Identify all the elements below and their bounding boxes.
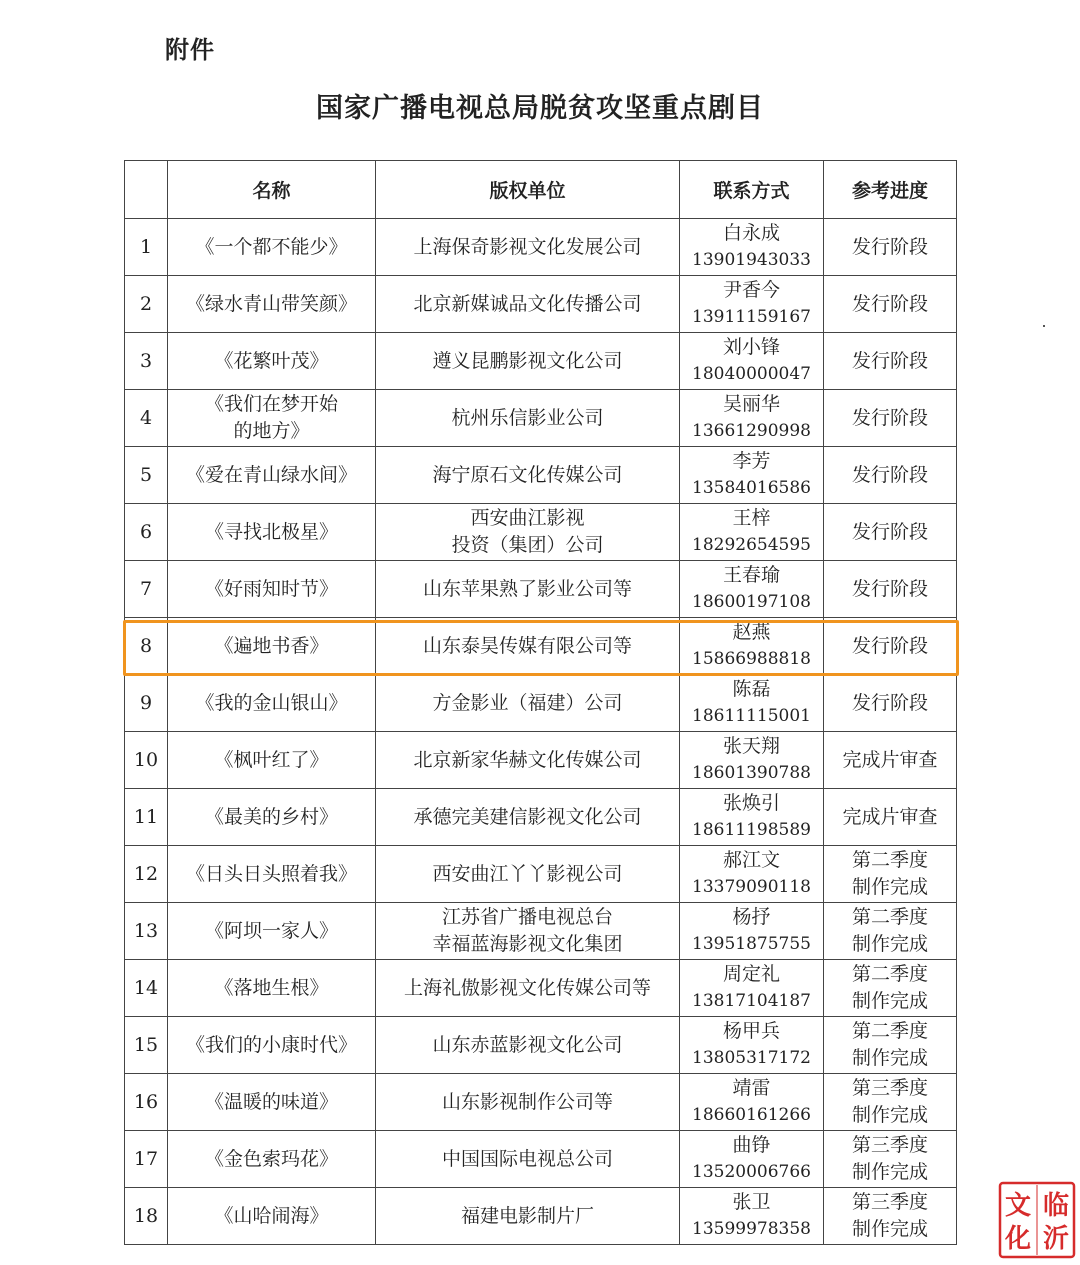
copyright-company: 承德完美建信影视文化公司 xyxy=(413,805,642,828)
company-cell xyxy=(376,1188,680,1245)
contact-cell xyxy=(680,1017,824,1074)
progress-cell xyxy=(824,1131,957,1188)
table-row xyxy=(125,789,957,846)
drama-name: 《我们在梦开始 xyxy=(204,393,338,415)
contact-phone: 18601390788 xyxy=(692,763,811,783)
contact-cell xyxy=(680,903,824,960)
drama-table xyxy=(124,160,957,1245)
contact-cell xyxy=(680,1074,824,1131)
contact-cell xyxy=(680,333,824,390)
progress-status: 第三季度 xyxy=(851,1191,928,1213)
contact-cell xyxy=(680,960,824,1017)
contact-name: 郝江文 xyxy=(722,849,780,871)
table-row xyxy=(125,675,957,732)
drama-name-cell xyxy=(168,1188,376,1245)
contact-name: 白永成 xyxy=(722,222,780,244)
header-progress: 参考进度 xyxy=(824,161,957,219)
copyright-company: 江苏省广播电视总台 xyxy=(441,906,613,928)
drama-name: 《日头日头照着我》 xyxy=(185,862,357,885)
table-row xyxy=(125,618,957,675)
header-name: 名称 xyxy=(168,161,376,219)
progress-cell xyxy=(824,960,957,1017)
progress-cell xyxy=(824,846,957,903)
contact-phone: 15866988818 xyxy=(692,649,811,669)
contact-phone: 18611198589 xyxy=(692,820,811,840)
company-cell xyxy=(376,789,680,846)
table-row xyxy=(125,960,957,1017)
copyright-company: 北京新家华赫文化传媒公司 xyxy=(413,748,642,771)
progress-cell xyxy=(824,732,957,789)
drama-name: 《寻找北极星》 xyxy=(204,520,338,543)
contact-name: 张焕引 xyxy=(722,792,780,814)
seal-char-3: 临 xyxy=(1042,1191,1070,1221)
contact-phone: 13584016586 xyxy=(692,478,811,498)
progress-status: 第三季度 xyxy=(851,1134,928,1156)
drama-name: 的地方》 xyxy=(233,420,310,442)
contact-name: 靖雷 xyxy=(732,1077,771,1099)
table-row xyxy=(125,1017,957,1074)
drama-name: 《一个都不能少》 xyxy=(195,235,348,258)
progress-status: 发行阶段 xyxy=(851,463,928,486)
drama-name-cell xyxy=(168,561,376,618)
progress-status: 第二季度 xyxy=(851,963,928,985)
contact-name: 赵燕 xyxy=(732,621,771,643)
contact-cell xyxy=(680,561,824,618)
contact-phone: 13911159167 xyxy=(692,307,811,327)
progress-cell xyxy=(824,504,957,561)
table-row xyxy=(125,276,957,333)
progress-status: 发行阶段 xyxy=(851,634,928,657)
progress-cell xyxy=(824,333,957,390)
drama-name-cell xyxy=(168,390,376,447)
copyright-company: 中国国际电视总公司 xyxy=(441,1147,613,1170)
progress-cell xyxy=(824,1017,957,1074)
contact-phone: 13379090118 xyxy=(692,877,811,897)
contact-phone: 13520006766 xyxy=(692,1162,811,1182)
contact-cell xyxy=(680,618,824,675)
header-contact: 联系方式 xyxy=(680,161,824,219)
table-row xyxy=(125,903,957,960)
progress-status: 制作完成 xyxy=(851,933,928,955)
contact-cell xyxy=(680,1131,824,1188)
company-cell xyxy=(376,219,680,276)
progress-status: 完成片审查 xyxy=(842,805,938,828)
progress-cell xyxy=(824,789,957,846)
contact-phone: 13661290998 xyxy=(692,421,811,441)
row-index: 11 xyxy=(125,789,168,846)
progress-cell xyxy=(824,903,957,960)
copyright-company: 北京新媒诚品文化传播公司 xyxy=(413,292,642,315)
drama-name: 《山哈闹海》 xyxy=(214,1204,329,1227)
row-index: 17 xyxy=(125,1131,168,1188)
company-cell xyxy=(376,276,680,333)
table-body xyxy=(125,219,957,1245)
table-row xyxy=(125,732,957,789)
row-index: 6 xyxy=(125,504,168,561)
company-cell xyxy=(376,504,680,561)
table-row xyxy=(125,846,957,903)
row-index: 5 xyxy=(125,447,168,504)
progress-status: 发行阶段 xyxy=(851,292,928,315)
table-row xyxy=(125,1188,957,1245)
contact-cell xyxy=(680,447,824,504)
progress-status: 制作完成 xyxy=(851,1161,928,1183)
copyright-company: 山东影视制作公司等 xyxy=(441,1090,613,1113)
row-index: 10 xyxy=(125,732,168,789)
contact-phone: 18040000047 xyxy=(692,364,811,384)
attachment-label: 附件 xyxy=(165,36,215,64)
company-cell xyxy=(376,732,680,789)
row-index: 15 xyxy=(125,1017,168,1074)
contact-name: 杨抒 xyxy=(732,906,771,928)
company-cell xyxy=(376,390,680,447)
drama-name-cell xyxy=(168,732,376,789)
drama-name-cell xyxy=(168,960,376,1017)
company-cell xyxy=(376,447,680,504)
drama-name-cell xyxy=(168,618,376,675)
copyright-company: 幸福蓝海影视文化集团 xyxy=(432,933,623,955)
copyright-company: 投资（集团）公司 xyxy=(451,534,604,556)
contact-phone: 18600197108 xyxy=(692,592,811,612)
progress-status: 第二季度 xyxy=(851,1020,928,1042)
drama-name: 《我们的小康时代》 xyxy=(185,1033,357,1056)
drama-name-cell xyxy=(168,504,376,561)
table-row xyxy=(125,1131,957,1188)
row-index: 18 xyxy=(125,1188,168,1245)
drama-name: 《绿水青山带笑颜》 xyxy=(185,292,357,315)
drama-name: 《阿坝一家人》 xyxy=(204,919,338,942)
company-cell xyxy=(376,1074,680,1131)
company-cell xyxy=(376,846,680,903)
seal-char-2: 化 xyxy=(1004,1224,1032,1254)
progress-cell xyxy=(824,1074,957,1131)
drama-name: 《遍地书香》 xyxy=(214,634,329,657)
contact-phone: 13805317172 xyxy=(692,1048,811,1068)
table-row xyxy=(125,333,957,390)
table-row xyxy=(125,1074,957,1131)
contact-cell xyxy=(680,276,824,333)
progress-status: 发行阶段 xyxy=(851,406,928,429)
contact-phone: 13599978358 xyxy=(692,1219,811,1239)
seal-char-1: 文 xyxy=(1004,1191,1032,1221)
contact-cell xyxy=(680,846,824,903)
contact-cell xyxy=(680,789,824,846)
progress-cell xyxy=(824,1188,957,1245)
copyright-company: 山东赤蓝影视文化公司 xyxy=(432,1033,623,1056)
progress-cell xyxy=(824,447,957,504)
contact-cell xyxy=(680,390,824,447)
progress-status: 第二季度 xyxy=(851,849,928,871)
copyright-company: 杭州乐信影业公司 xyxy=(451,406,604,429)
contact-name: 张天翔 xyxy=(722,735,780,757)
header-company: 版权单位 xyxy=(376,161,680,219)
progress-status: 制作完成 xyxy=(851,1218,928,1240)
row-index: 3 xyxy=(125,333,168,390)
drama-name-cell xyxy=(168,276,376,333)
progress-status: 完成片审查 xyxy=(842,748,938,771)
table-row xyxy=(125,390,957,447)
contact-name: 李芳 xyxy=(732,450,771,472)
copyright-company: 上海礼傲影视文化传媒公司等 xyxy=(403,976,651,999)
contact-phone: 13951875755 xyxy=(692,934,811,954)
row-index: 4 xyxy=(125,390,168,447)
row-index: 12 xyxy=(125,846,168,903)
drama-name-cell xyxy=(168,1017,376,1074)
drama-name: 《我的金山银山》 xyxy=(195,691,348,714)
contact-phone: 18292654595 xyxy=(692,535,811,555)
table-row xyxy=(125,504,957,561)
copyright-company: 方金影业（福建）公司 xyxy=(432,691,623,714)
drama-name: 《金色索玛花》 xyxy=(204,1147,338,1170)
row-index: 2 xyxy=(125,276,168,333)
contact-name: 曲铮 xyxy=(732,1134,771,1156)
progress-status: 发行阶段 xyxy=(851,349,928,372)
row-index: 1 xyxy=(125,219,168,276)
copyright-company: 山东泰昊传媒有限公司等 xyxy=(422,634,632,657)
company-cell xyxy=(376,903,680,960)
drama-name-cell xyxy=(168,447,376,504)
contact-name: 王梓 xyxy=(732,507,771,529)
progress-cell xyxy=(824,675,957,732)
copyright-company: 遵义昆鹏影视文化公司 xyxy=(432,349,623,372)
contact-name: 杨甲兵 xyxy=(722,1020,780,1042)
progress-status: 第二季度 xyxy=(851,906,928,928)
stray-dot xyxy=(1043,325,1045,327)
company-cell xyxy=(376,618,680,675)
progress-status: 制作完成 xyxy=(851,990,928,1012)
drama-name-cell xyxy=(168,1074,376,1131)
progress-status: 第三季度 xyxy=(851,1077,928,1099)
progress-status: 发行阶段 xyxy=(851,691,928,714)
contact-phone: 13817104187 xyxy=(692,991,811,1011)
drama-name: 《落地生根》 xyxy=(214,976,329,999)
drama-name-cell xyxy=(168,1131,376,1188)
contact-name: 刘小锋 xyxy=(722,336,780,358)
contact-cell xyxy=(680,675,824,732)
watermark-seal xyxy=(998,1181,1076,1259)
copyright-company: 福建电影制片厂 xyxy=(460,1204,594,1227)
drama-name-cell xyxy=(168,219,376,276)
table-row xyxy=(125,219,957,276)
contact-name: 周定礼 xyxy=(722,963,780,985)
drama-name: 《温暖的味道》 xyxy=(204,1090,338,1113)
drama-name: 《枫叶红了》 xyxy=(214,748,329,771)
progress-cell xyxy=(824,561,957,618)
row-index: 14 xyxy=(125,960,168,1017)
contact-phone: 18611115001 xyxy=(692,706,811,726)
progress-cell xyxy=(824,390,957,447)
copyright-company: 海宁原石文化传媒公司 xyxy=(432,463,623,486)
row-index: 13 xyxy=(125,903,168,960)
company-cell xyxy=(376,1131,680,1188)
drama-name: 《爱在青山绿水间》 xyxy=(185,463,357,486)
company-cell xyxy=(376,1017,680,1074)
progress-status: 制作完成 xyxy=(851,1104,928,1126)
company-cell xyxy=(376,960,680,1017)
contact-name: 吴丽华 xyxy=(722,393,780,415)
copyright-company: 西安曲江影视 xyxy=(470,507,585,529)
copyright-company: 西安曲江丫丫影视公司 xyxy=(432,862,623,885)
drama-name: 《花繁叶茂》 xyxy=(214,349,329,372)
table-row xyxy=(125,447,957,504)
row-index: 9 xyxy=(125,675,168,732)
drama-name-cell xyxy=(168,903,376,960)
contact-phone: 18660161266 xyxy=(692,1105,811,1125)
contact-cell xyxy=(680,732,824,789)
progress-status: 发行阶段 xyxy=(851,520,928,543)
drama-name-cell xyxy=(168,846,376,903)
row-index: 16 xyxy=(125,1074,168,1131)
drama-name-cell xyxy=(168,675,376,732)
drama-name: 《好雨知时节》 xyxy=(204,577,338,600)
progress-status: 发行阶段 xyxy=(851,577,928,600)
copyright-company: 上海保奇影视文化发展公司 xyxy=(413,235,642,258)
header-index xyxy=(125,161,168,219)
seal-char-4: 沂 xyxy=(1042,1224,1070,1254)
table-row xyxy=(125,561,957,618)
progress-cell xyxy=(824,219,957,276)
progress-status: 制作完成 xyxy=(851,1047,928,1069)
contact-name: 陈磊 xyxy=(732,678,771,700)
company-cell xyxy=(376,675,680,732)
contact-name: 尹香今 xyxy=(722,279,780,301)
drama-name-cell xyxy=(168,333,376,390)
document-title: 国家广播电视总局脱贫攻坚重点剧目 xyxy=(316,93,764,124)
progress-status: 制作完成 xyxy=(851,876,928,898)
copyright-company: 山东苹果熟了影业公司等 xyxy=(422,577,632,600)
contact-name: 张卫 xyxy=(732,1191,771,1213)
contact-name: 王春瑜 xyxy=(722,564,780,586)
progress-cell xyxy=(824,618,957,675)
progress-status: 发行阶段 xyxy=(851,235,928,258)
drama-name: 《最美的乡村》 xyxy=(204,805,338,828)
drama-name-cell xyxy=(168,789,376,846)
row-index: 7 xyxy=(125,561,168,618)
contact-cell xyxy=(680,1188,824,1245)
contact-cell xyxy=(680,504,824,561)
company-cell xyxy=(376,561,680,618)
table-header-row xyxy=(125,161,957,219)
company-cell xyxy=(376,333,680,390)
contact-cell xyxy=(680,219,824,276)
contact-phone: 13901943033 xyxy=(692,250,811,270)
row-index: 8 xyxy=(125,618,168,675)
progress-cell xyxy=(824,276,957,333)
